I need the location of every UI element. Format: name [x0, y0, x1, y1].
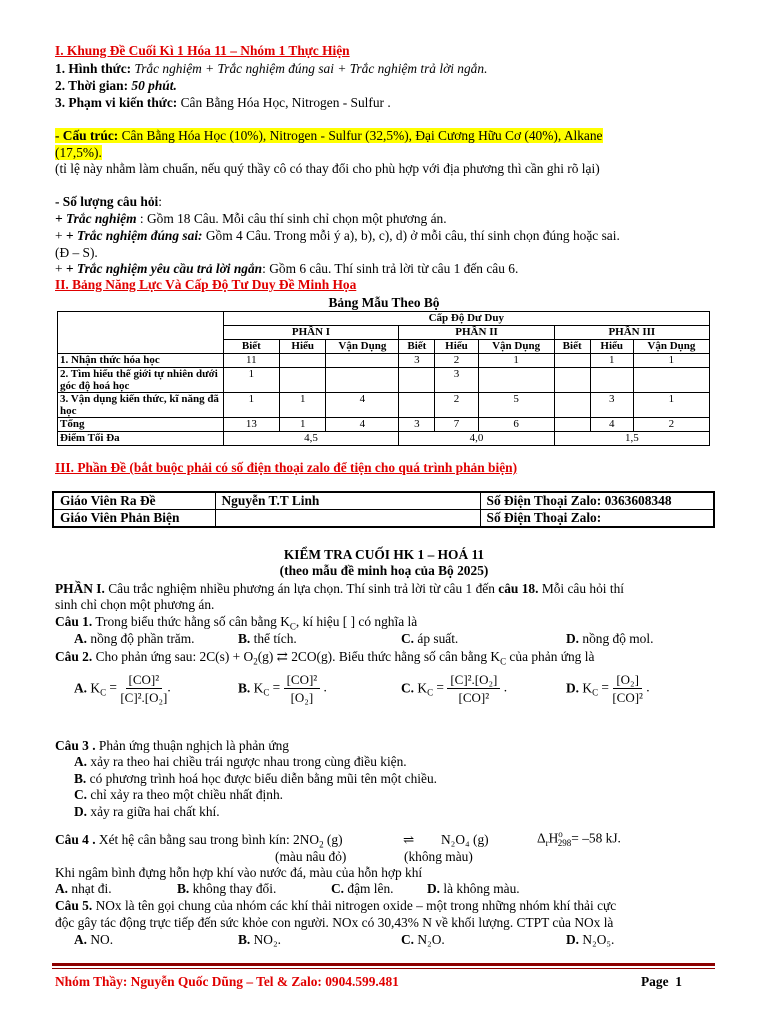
table-cell: 1	[280, 418, 326, 432]
table-cell	[590, 368, 633, 393]
matrix-corner-cell	[58, 312, 224, 354]
table-cell	[399, 393, 435, 418]
table-row	[58, 368, 710, 393]
n2o4-color: (không màu)	[404, 849, 473, 864]
table-row	[58, 393, 710, 418]
footer-rule-thin	[52, 968, 715, 969]
reviewer-label: Giáo Viên Phản Biện	[53, 510, 215, 528]
part-header: PHẦN I	[223, 326, 399, 340]
max-score: 4,0	[399, 432, 554, 446]
q2-option[interactable]: C. $K_C$ = $\frac{\text{[C]².[O₂]}}{\text{[CO]²}}$ .	[401, 672, 508, 705]
exam-title: KIỂM TRA CUỐI HK 1 – HOÁ 11	[283, 547, 485, 562]
table-cell	[633, 368, 709, 393]
equilibrium-arrow: ⇌	[403, 832, 415, 847]
row-label: 2. Tìm hiểu thế giới tự nhiên dưới góc độ hoá học	[58, 368, 224, 393]
sa-description: + + Trắc nghiệm yêu cầu trả lời ngắn: Gồm 6 câu. Thí sinh trả lời từ câu 1 đến câu 6.	[55, 261, 519, 276]
mc-description: + Trắc nghiệm : Gồm 18 Câu. Mỗi câu thí sinh chỉ chọn một phương án.	[55, 211, 447, 226]
table-cell: 13	[223, 418, 280, 432]
q3-option[interactable]: D. xảy ra giữa hai chất khí.	[74, 804, 220, 819]
reviewer-name	[215, 510, 480, 528]
table-cell	[399, 368, 435, 393]
q4-option[interactable]: A. nhạt đi.	[55, 881, 112, 896]
max-score: 4,5	[223, 432, 399, 446]
table-cell: 1	[280, 393, 326, 418]
question-1: Câu 1. Trong biểu thức hằng số cân bằng $K_C$, kí hiệu [ ] có nghĩa là	[55, 614, 418, 632]
q1-option[interactable]: C. áp suất.	[401, 631, 459, 646]
sub-header: Biết	[399, 340, 435, 354]
row-label: 3. Vận dụng kiến thức, kĩ năng đã học	[58, 393, 224, 418]
table-title: Bảng Mẫu Theo Bộ	[328, 295, 440, 310]
table-cell: 1	[478, 354, 554, 368]
exam-form-line: 1. Hình thức: Trắc nghiệm + Trắc nghiệm đúng sai + Trắc nghiệm trả lời ngắn.	[55, 61, 488, 76]
q5-option[interactable]: A. NO.	[74, 932, 114, 947]
table-row	[53, 510, 714, 528]
part1-instruction: PHẦN I. Câu trắc nghiệm nhiều phương án lựa chọn. Thí sinh trả lời từ câu 1 đến câu 18. Mỗi câu hỏi thí	[55, 581, 625, 596]
table-cell: 1	[223, 368, 280, 393]
table-cell: 11	[223, 354, 280, 368]
question-5-line2: độc gây tác động trực tiếp đến sức khỏe con người. NOx có 30,43% N về khối lượng. CTPT của NOx là	[55, 915, 614, 930]
no2-color: (màu nâu đỏ)	[275, 849, 347, 864]
tf-description-2: (Đ – S).	[55, 245, 98, 260]
q2-option[interactable]: D. $K_C$ = $\frac{\text{[O₂]}}{\text{[CO]²}}$ .	[566, 672, 650, 705]
table-cell	[554, 418, 590, 432]
section3-title: III. Phần Đề (bắt buộc phải có số điện thoại zalo để tiện cho quá trình phản biện)	[55, 460, 518, 475]
part1-instruction-2: sinh chỉ chọn một phương án.	[55, 597, 215, 612]
q2-option[interactable]: B. $K_C$ = $\frac{\text{[CO]²}}{\text{[O₂]}}$ .	[238, 672, 327, 705]
table-cell	[554, 393, 590, 418]
competency-matrix-table	[57, 311, 710, 446]
table-cell: 3	[399, 418, 435, 432]
sub-header: Biết	[554, 340, 590, 354]
q1-option[interactable]: A. nồng độ phần trăm.	[74, 631, 195, 646]
table-row	[53, 492, 714, 510]
table-cell: 1	[633, 354, 709, 368]
footer-credit: Nhóm Thầy: Nguyễn Quốc Dũng – Tel & Zalo: 0904.599.481	[55, 974, 399, 989]
reviewer-phone: Số Điện Thoại Zalo:	[480, 510, 714, 528]
table-cell	[326, 368, 399, 393]
q3-option[interactable]: B. có phương trình hoá học được biểu diễn bằng mũi tên một chiều.	[74, 771, 438, 786]
teacher-info-table	[52, 491, 715, 528]
q5-option[interactable]: B. NO₂.	[238, 932, 281, 947]
question-count-heading: - Số lượng câu hỏi:	[55, 194, 162, 209]
table-cell: 3	[435, 368, 478, 393]
level-header: Cấp Độ Dư Duy	[223, 312, 709, 326]
sub-header: Vận Dụng	[478, 340, 554, 354]
table-row	[58, 432, 710, 446]
q5-option[interactable]: D. N₂O₅.	[566, 932, 615, 947]
row-label: Tổng	[58, 418, 224, 432]
table-cell: 4	[590, 418, 633, 432]
table-cell	[280, 354, 326, 368]
sub-header: Hiểu	[280, 340, 326, 354]
question-3: Câu 3 . Phản ứng thuận nghịch là phản ứng	[55, 738, 289, 753]
table-cell: 3	[590, 393, 633, 418]
row-label: Điểm Tối Đa	[58, 432, 224, 446]
sub-header: Hiểu	[590, 340, 633, 354]
sub-header: Vận Dụng	[326, 340, 399, 354]
max-score: 1,5	[554, 432, 709, 446]
enthalpy: $\Delta_rH^o_{298}= -58$ kJ.	[537, 829, 621, 849]
q4-question: Khi ngâm bình đựng hỗn hợp khí vào nước đá, màu của hỗn hợp khí	[55, 865, 423, 880]
table-cell: 2	[435, 393, 478, 418]
footer-rule	[52, 963, 715, 966]
table-cell: 1	[633, 393, 709, 418]
tf-description: + + Trắc nghiệm đúng sai: Gồm 4 Câu. Trong mỗi ý a), b), c), d) ở mỗi câu, thí sinh chọn đúng hoặc sai.	[55, 228, 620, 243]
page-number: Page 1	[641, 974, 682, 989]
q3-option[interactable]: C. chỉ xảy ra theo một chiều nhất định.	[74, 787, 284, 802]
part-header: PHẦN II	[399, 326, 554, 340]
table-cell	[326, 354, 399, 368]
table-cell: 2	[633, 418, 709, 432]
question-4: Câu 4 . Xét hệ cân bằng sau trong bình kín: $2NO_2$ (g)	[55, 832, 343, 850]
row-label: 1. Nhận thức hóa học	[58, 354, 224, 368]
q4-option[interactable]: D. là không màu.	[427, 881, 520, 896]
q1-option[interactable]: D. nồng độ mol.	[566, 631, 654, 646]
teacher-label: Giáo Viên Ra Đề	[53, 492, 215, 510]
table-cell: 2	[435, 354, 478, 368]
table-cell	[554, 354, 590, 368]
table-cell: 1	[590, 354, 633, 368]
q4-option[interactable]: C. đậm lên.	[331, 881, 394, 896]
exam-scope-line: 3. Phạm vi kiến thức: Cân Bằng Hóa Học, Nitrogen - Sulfur .	[55, 95, 391, 110]
table-row	[58, 418, 710, 432]
part-header: PHẦN III	[554, 326, 709, 340]
sub-header: Biết	[223, 340, 280, 354]
table-cell: 7	[435, 418, 478, 432]
table-cell: 3	[399, 354, 435, 368]
table-row	[58, 354, 710, 368]
q4-option[interactable]: B. không thay đổi.	[177, 881, 277, 896]
structure-line-2: (17,5%).	[55, 145, 102, 160]
sub-header: Vận Dụng	[633, 340, 709, 354]
ratio-note: (tỉ lệ này nhằm làm chuẩn, nếu quý thầy cô có thay đổi cho phù hợp với địa phương thì cần ghi rõ lại)	[55, 161, 600, 176]
table-cell	[554, 368, 590, 393]
q2-option[interactable]: A. $K_C$ = $\frac{\text{[CO]²}}{\text{[C]².[O₂]}}$ .	[74, 672, 171, 705]
teacher-phone: Số Điện Thoại Zalo: 0363608348	[480, 492, 714, 510]
section2-title: II. Bảng Năng Lực Và Cấp Độ Tư Duy Đề Minh Họa	[55, 277, 357, 292]
table-cell: 1	[223, 393, 280, 418]
table-cell: 4	[326, 418, 399, 432]
exam-subtitle: (theo mẫu đề minh hoạ của Bộ 2025)	[279, 563, 489, 578]
table-cell: 4	[326, 393, 399, 418]
q1-option[interactable]: B. thể tích.	[238, 631, 297, 646]
q3-option[interactable]: A. xảy ra theo hai chiều trái ngược nhau trong cùng điều kiện.	[74, 754, 407, 769]
q4-product: N₂O₄ (g)	[441, 832, 489, 847]
section1-title: I. Khung Đề Cuối Kì 1 Hóa 11 – Nhóm 1 Thực Hiện	[55, 43, 350, 58]
question-2: Câu 2. Cho phản ứng sau: $2C(s) + O_2(g)$ ⇄ 2CO(g). Biểu thức hằng số cân bằng $K_C$ của phản ứng là	[55, 649, 595, 667]
sub-header: Hiểu	[435, 340, 478, 354]
q5-option[interactable]: C. N₂O.	[401, 932, 445, 947]
structure-line: - Cấu trúc: Cân Bằng Hóa Học (10%), Nitrogen - Sulfur (32,5%), Đại Cương Hữu Cơ (40%), Alkane	[55, 128, 603, 143]
question-5: Câu 5. NOx là tên gọi chung của nhóm các khí thải nitrogen oxide – một trong những nhóm khí thải cực	[55, 898, 617, 913]
exam-time-line: 2. Thời gian: 50 phút.	[55, 78, 177, 93]
table-cell: 5	[478, 393, 554, 418]
teacher-name: Nguyễn T.T Linh	[215, 492, 480, 510]
table-cell: 6	[478, 418, 554, 432]
table-cell	[478, 368, 554, 393]
table-cell	[280, 368, 326, 393]
